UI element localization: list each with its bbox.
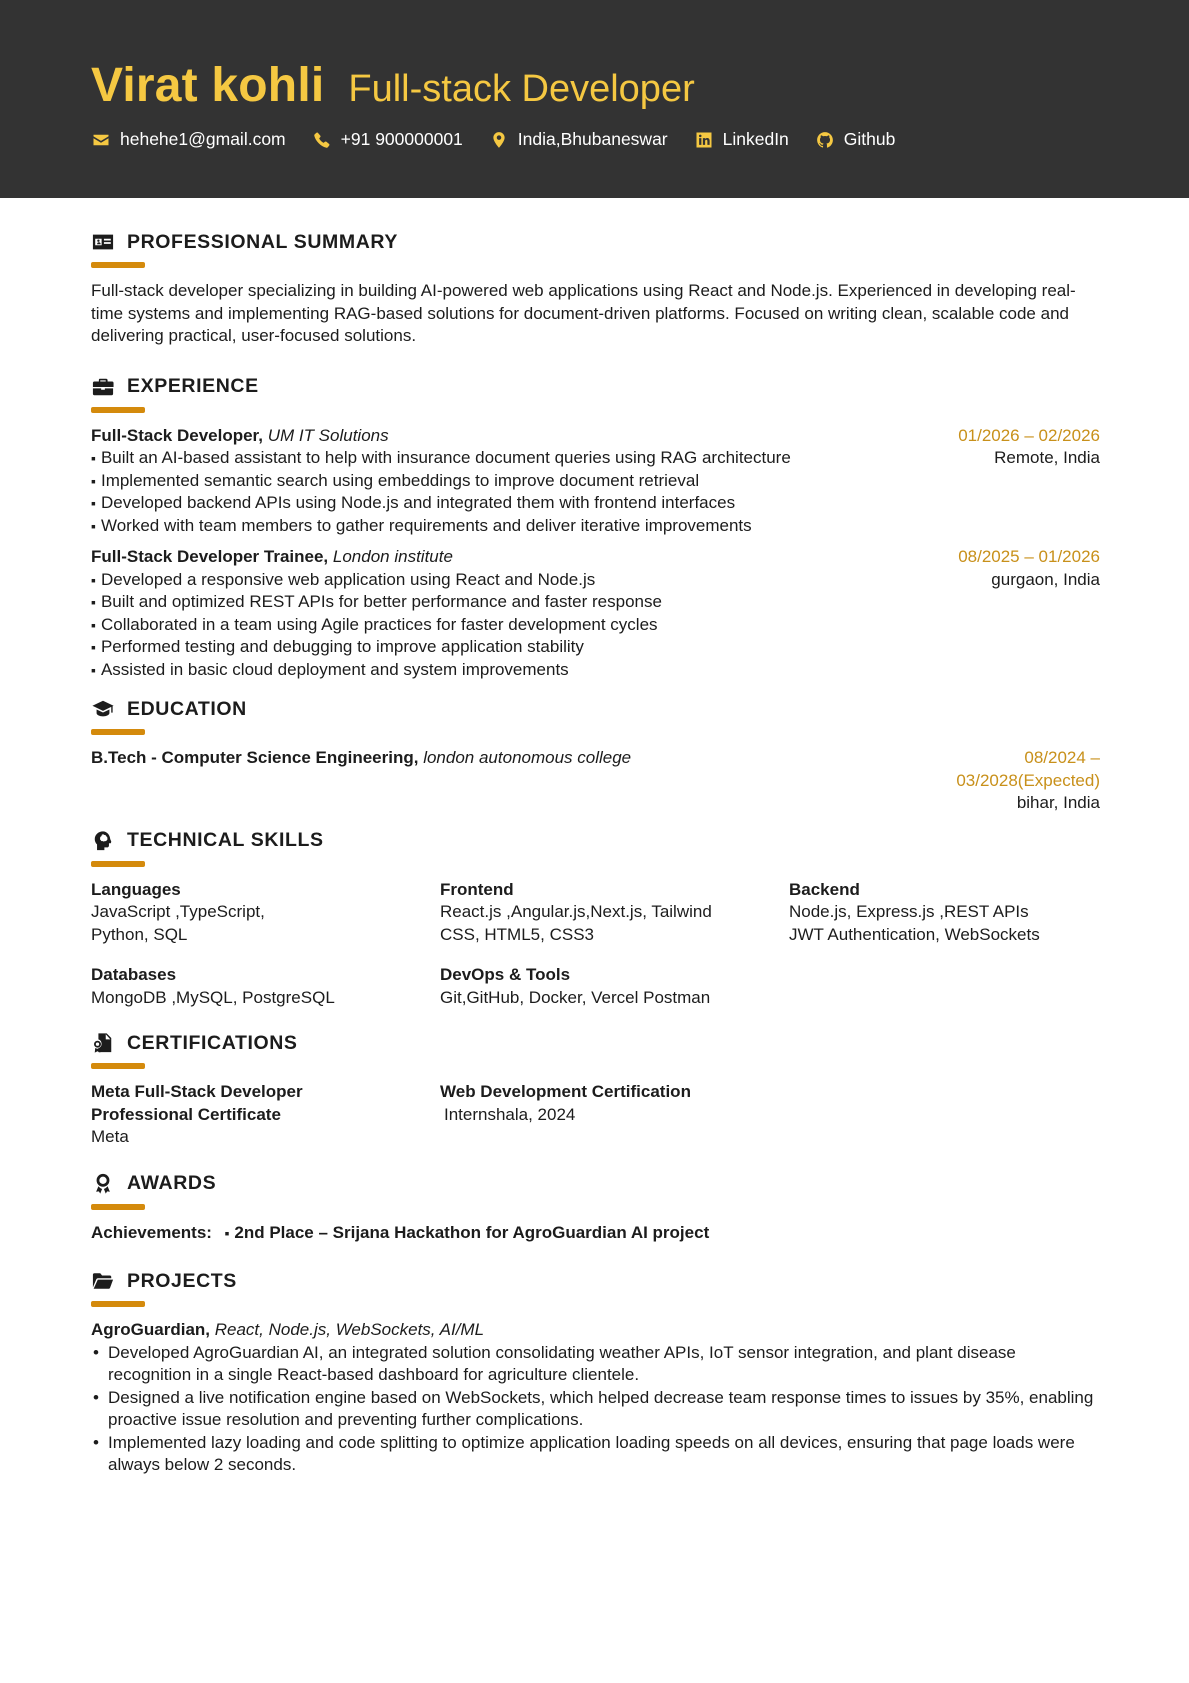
job-bullets [91,569,860,682]
skill-group [789,879,1069,947]
section-heading [91,1029,1100,1057]
section-underline [91,407,145,413]
section-heading [91,228,1100,256]
list-item: ▪ Developed backend APIs using Node.js and integrated them with frontend interfaces [91,492,860,515]
resume-body [0,198,1189,1477]
awards-label: Achievements: [91,1222,212,1242]
awards-line [91,1222,1100,1245]
phone-icon [312,130,332,150]
certifications-grid [91,1081,1100,1149]
section-underline [91,729,145,735]
job-details [91,546,860,681]
job-company: UM IT Solutions [267,425,389,445]
bullet-mark: ▪ [224,1224,230,1241]
candidate-name: Virat kohli [91,59,325,112]
skill-group [440,879,789,947]
section-underline [91,1301,145,1307]
list-item: • Implemented lazy loading and code splitting to optimize application loading speeds on all devices, ensuring that page loads were always below 2 seconds. [91,1432,1100,1477]
experience-section [91,373,1100,682]
job-date: 08/2025 – 01/2026 [958,547,1100,566]
contact-linkedin-text: LinkedIn [722,129,789,149]
brain-icon [91,829,115,853]
skill-heading: Backend [789,879,860,899]
job-role: Full-Stack Developer Trainee, [91,547,329,566]
skill-heading: Databases [91,965,177,984]
section-heading [91,695,1100,723]
education-meta [860,747,1100,815]
education-date-end: 03/2028(Expected) [956,770,1100,790]
folder-open-icon [91,1269,115,1293]
section-heading [91,373,1100,401]
skill-value: Git,GitHub, Docker, Vercel Postman [440,987,711,1007]
degree-name: B.Tech - Computer Science Engineering, [91,748,419,767]
education-entry [91,747,1100,815]
location-pin-icon [489,130,509,150]
list-item: ▪ Worked with team members to gather requirements and deliver iterative improvements [91,515,860,538]
section-underline [91,262,145,268]
job-details [91,425,860,538]
summary-section [91,228,1100,348]
experience-title: EXPERIENCE [127,375,259,397]
skill-heading: Languages [91,879,181,899]
summary-text: Full-stack developer specializing in building AI-powered web applications using React and Node.js. Experienced in developing real-time systems and implementing RAG-based solutions for document-driven platforms. Focused on writing clean, scalable code and delivering practical, user-focused solutions. [91,281,1076,345]
award-ribbon-icon [91,1172,115,1196]
contact-github[interactable] [815,129,896,150]
contact-bar [91,129,1098,150]
skill-group [440,964,789,1009]
contact-phone-text: +91 900000001 [340,129,463,149]
job-bullets [91,447,860,537]
certification-issuer: Internshala, 2024 [444,1104,576,1124]
job-title [91,546,860,569]
github-icon [815,130,835,150]
section-heading [91,1267,1100,1295]
contact-linkedin[interactable] [694,129,789,150]
job-location: gurgaon, India [991,569,1100,589]
graduation-cap-icon [91,697,115,721]
skills-title: TECHNICAL SKILLS [127,829,324,851]
certificate-icon [91,1031,115,1055]
certifications-section [91,1029,1100,1149]
list-item: ▪ Developed a responsive web application using React and Node.js [91,569,860,592]
skill-value: MongoDB ,MySQL, PostgreSQL [91,987,335,1007]
certifications-title: CERTIFICATIONS [127,1031,298,1054]
summary-title: PROFESSIONAL SUMMARY [127,230,398,253]
contact-github-text: Github [843,129,896,149]
contact-email-text: hehehe1@gmail.com [120,129,286,149]
certification-item [91,1081,440,1149]
job-date: 01/2026 – 02/2026 [958,425,1100,445]
section-underline [91,1063,145,1069]
section-underline [91,1204,145,1210]
job-location: Remote, India [994,448,1100,467]
list-item: ▪ Implemented semantic search using embeddings to improve document retrieval [91,470,860,493]
job-title [91,425,860,448]
school-name: london autonomous college [423,748,632,767]
id-card-icon [91,230,115,254]
awards-section [91,1170,1100,1245]
job-role: Full-Stack Developer, [91,425,263,445]
skills-grid [91,879,1100,1010]
candidate-role: Full-stack Developer [348,68,695,110]
list-item: ▪ Assisted in basic cloud deployment and system improvements [91,659,860,682]
project-title [91,1319,1100,1342]
education-details [91,747,860,815]
certification-item [440,1081,789,1149]
certification-issuer: Meta [91,1127,129,1146]
project-tech: React, Node.js, WebSockets, AI/ML [214,1320,485,1339]
skill-value: JavaScript ,TypeScript, Python, SQL [91,902,265,944]
skill-group [91,879,440,947]
contact-location-text: India,Bhubaneswar [517,129,668,149]
section-heading [91,1170,1100,1198]
contact-location [489,129,668,150]
list-item: ▪ Performed testing and debugging to improve application stability [91,636,860,659]
job-company: London institute [332,547,453,566]
award-item: 2nd Place – Srijana Hackathon for AgroGuardian AI project [234,1222,710,1242]
projects-title: PROJECTS [127,1269,237,1292]
section-underline [91,861,145,867]
awards-title: AWARDS [127,1172,217,1194]
project-entry [91,1319,1100,1477]
project-bullets [91,1342,1100,1477]
skill-group [91,964,440,1009]
job-meta [860,546,1100,681]
education-section [91,695,1100,815]
education-date-start: 08/2024 – [1024,748,1100,767]
list-item: ▪ Collaborated in a team using Agile practices for faster development cycles [91,614,860,637]
contact-phone[interactable] [312,129,463,150]
linkedin-icon [694,130,714,150]
briefcase-icon [91,375,115,399]
skill-value: React.js ,Angular.js,Next.js, Tailwind CSS, HTML5, CSS3 [440,902,712,944]
list-item: • Developed AgroGuardian AI, an integrated solution consolidating weather APIs, IoT sensor integration, and plant disease recognition in a single React-based dashboard for agriculture clientele. [91,1342,1100,1387]
name-row [91,58,1098,113]
resume-header [0,0,1189,198]
list-item: • Designed a live notification engine based on WebSockets, which helped decrease team response times to issues by 35%, enabling proactive issue resolution and preventing further complications. [91,1387,1100,1432]
skill-heading: Frontend [440,879,514,899]
job-entry [91,425,1100,538]
education-title: EDUCATION [127,697,247,720]
education-location: bihar, India [1016,793,1100,812]
skills-section [91,827,1100,1010]
projects-section [91,1267,1100,1477]
skill-heading: DevOps & Tools [440,965,571,984]
skill-value: Node.js, Express.js ,REST APIs JWT Authentication, WebSockets [789,902,1040,944]
job-entry [91,546,1100,681]
list-item: ▪ Built and optimized REST APIs for better performance and faster response [91,591,860,614]
job-meta [860,425,1100,538]
envelope-icon [91,130,111,150]
certification-name: Meta Full-Stack Developer Professional Certificate [91,1082,303,1124]
degree-line [91,747,860,770]
list-item: ▪ Built an AI-based assistant to help with insurance document queries using RAG architecture [91,447,860,470]
project-name: AgroGuardian, [91,1320,211,1339]
contact-email[interactable] [91,129,286,150]
certification-name: Web Development Certification [440,1082,691,1101]
section-heading [91,827,1100,855]
